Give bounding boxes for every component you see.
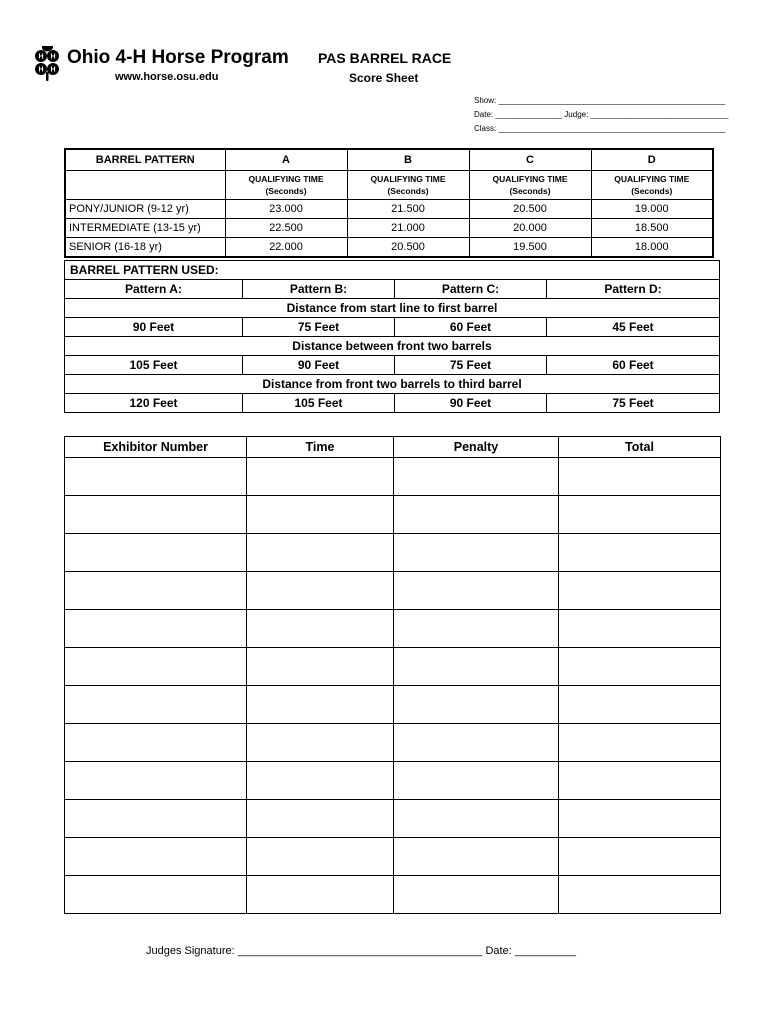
page-title: PAS BARREL RACE — [318, 50, 452, 66]
column-header-b: B — [347, 149, 469, 171]
total-cell[interactable] — [559, 838, 721, 876]
score-header-row — [65, 437, 721, 458]
section-heading-row — [65, 337, 720, 356]
judges-signature-line[interactable]: Judges Signature: ________________________________________ Date: __________ — [146, 945, 577, 957]
penalty-cell[interactable] — [394, 572, 559, 610]
time-cell[interactable] — [247, 724, 394, 762]
pattern-names-row — [65, 280, 720, 299]
qualifying-time-label: QUALIFYING TIME — [370, 174, 446, 184]
distance-row — [65, 318, 720, 337]
distance-cell: 45 Feet — [547, 318, 720, 337]
show-field[interactable]: Show: ___________________________________________________ — [474, 96, 726, 105]
total-cell[interactable] — [559, 648, 721, 686]
distance-row — [65, 394, 720, 413]
time-cell[interactable] — [247, 876, 394, 914]
pattern-used-label: BARREL PATTERN USED: — [65, 261, 720, 280]
table-row — [65, 686, 721, 724]
division-label: PONY/JUNIOR (9-12 yr) — [65, 200, 225, 219]
penalty-cell[interactable] — [394, 686, 559, 724]
pattern-used-row — [65, 261, 720, 280]
section-heading-row — [65, 375, 720, 394]
table-row — [65, 200, 713, 219]
time-cell: 22.000 — [225, 238, 347, 258]
score-table — [64, 436, 721, 914]
table-row — [65, 648, 721, 686]
penalty-header: Penalty — [394, 437, 559, 458]
distance-cell: 75 Feet — [243, 318, 395, 337]
table-row — [65, 838, 721, 876]
total-header: Total — [559, 437, 721, 458]
total-cell[interactable] — [559, 496, 721, 534]
org-url: www.horse.osu.edu — [115, 71, 219, 83]
qualifying-times-table — [64, 148, 714, 258]
total-cell[interactable] — [559, 534, 721, 572]
exhibitor-number-cell[interactable] — [65, 876, 247, 914]
time-cell[interactable] — [247, 496, 394, 534]
time-cell: 18.500 — [591, 219, 713, 238]
qualifying-time-header — [347, 171, 469, 200]
total-cell[interactable] — [559, 458, 721, 496]
time-cell[interactable] — [247, 648, 394, 686]
svg-text:H: H — [50, 66, 56, 74]
exhibitor-number-cell[interactable] — [65, 496, 247, 534]
time-cell: 21.000 — [347, 219, 469, 238]
qualifying-time-label: QUALIFYING TIME — [614, 174, 690, 184]
time-header: Time — [247, 437, 394, 458]
exhibitor-number-cell[interactable] — [65, 800, 247, 838]
pattern-d-label: Pattern D: — [547, 280, 720, 299]
time-cell: 20.500 — [469, 200, 591, 219]
exhibitor-number-cell[interactable] — [65, 458, 247, 496]
penalty-cell[interactable] — [394, 724, 559, 762]
time-cell: 21.500 — [347, 200, 469, 219]
qualifying-time-label: QUALIFYING TIME — [492, 174, 568, 184]
column-header-d: D — [591, 149, 713, 171]
org-name: Ohio 4-H Horse Program — [67, 47, 289, 68]
time-cell[interactable] — [247, 686, 394, 724]
seconds-label: (Seconds) — [387, 186, 429, 196]
qualifying-time-header — [591, 171, 713, 200]
total-cell[interactable] — [559, 610, 721, 648]
penalty-cell[interactable] — [394, 762, 559, 800]
column-header-c: C — [469, 149, 591, 171]
distance-cell: 120 Feet — [65, 394, 243, 413]
exhibitor-number-header: Exhibitor Number — [65, 437, 247, 458]
penalty-cell[interactable] — [394, 534, 559, 572]
page-subtitle: Score Sheet — [349, 71, 419, 85]
qualifying-time-header — [225, 171, 347, 200]
section-heading: Distance from start line to first barrel — [65, 299, 720, 318]
table-row — [65, 762, 721, 800]
exhibitor-number-cell[interactable] — [65, 534, 247, 572]
qualifying-time-label: QUALIFYING TIME — [248, 174, 324, 184]
time-cell: 19.500 — [469, 238, 591, 258]
time-cell[interactable] — [247, 610, 394, 648]
svg-text:H: H — [38, 53, 44, 61]
distance-cell: 90 Feet — [243, 356, 395, 375]
penalty-cell[interactable] — [394, 876, 559, 914]
svg-text:H: H — [50, 53, 56, 61]
seconds-label: (Seconds) — [509, 186, 551, 196]
distance-cell: 105 Feet — [243, 394, 395, 413]
pattern-c-label: Pattern C: — [395, 280, 547, 299]
table-row — [65, 800, 721, 838]
table-row — [65, 724, 721, 762]
penalty-cell[interactable] — [394, 496, 559, 534]
qualifying-time-header — [469, 171, 591, 200]
exhibitor-number-cell[interactable] — [65, 686, 247, 724]
time-cell[interactable] — [247, 762, 394, 800]
total-cell[interactable] — [559, 686, 721, 724]
exhibitor-number-cell[interactable] — [65, 762, 247, 800]
empty-cell — [65, 171, 225, 200]
time-cell[interactable] — [247, 458, 394, 496]
penalty-cell[interactable] — [394, 838, 559, 876]
table-subheader-row — [65, 171, 713, 200]
total-cell[interactable] — [559, 724, 721, 762]
penalty-cell[interactable] — [394, 458, 559, 496]
svg-text:H: H — [38, 66, 44, 74]
time-cell: 19.000 — [591, 200, 713, 219]
exhibitor-number-cell[interactable] — [65, 610, 247, 648]
total-cell[interactable] — [559, 572, 721, 610]
table-row — [65, 238, 713, 258]
four-leaf-clover-icon — [30, 46, 64, 82]
distance-cell: 75 Feet — [395, 356, 547, 375]
time-cell[interactable] — [247, 838, 394, 876]
penalty-cell[interactable] — [394, 800, 559, 838]
distance-row — [65, 356, 720, 375]
division-label: SENIOR (16-18 yr) — [65, 238, 225, 258]
barrel-pattern-table — [64, 260, 720, 413]
time-cell: 18.000 — [591, 238, 713, 258]
distance-cell: 60 Feet — [395, 318, 547, 337]
time-cell: 22.500 — [225, 219, 347, 238]
distance-cell: 105 Feet — [65, 356, 243, 375]
penalty-cell[interactable] — [394, 648, 559, 686]
exhibitor-number-cell[interactable] — [65, 724, 247, 762]
table-row — [65, 572, 721, 610]
seconds-label: (Seconds) — [631, 186, 673, 196]
distance-cell: 90 Feet — [395, 394, 547, 413]
exhibitor-number-cell[interactable] — [65, 648, 247, 686]
penalty-cell[interactable] — [394, 610, 559, 648]
barrel-pattern-header: BARREL PATTERN — [65, 149, 225, 171]
total-cell[interactable] — [559, 800, 721, 838]
division-label: INTERMEDIATE (13-15 yr) — [65, 219, 225, 238]
column-header-a: A — [225, 149, 347, 171]
exhibitor-number-cell[interactable] — [65, 838, 247, 876]
table-row — [65, 876, 721, 914]
time-cell[interactable] — [247, 572, 394, 610]
time-cell: 20.000 — [469, 219, 591, 238]
section-heading-row — [65, 299, 720, 318]
section-heading: Distance from front two barrels to third barrel — [65, 375, 720, 394]
table-row — [65, 458, 721, 496]
exhibitor-number-cell[interactable] — [65, 572, 247, 610]
total-cell[interactable] — [559, 876, 721, 914]
distance-cell: 90 Feet — [65, 318, 243, 337]
distance-cell: 75 Feet — [547, 394, 720, 413]
table-row — [65, 496, 721, 534]
pattern-b-label: Pattern B: — [243, 280, 395, 299]
time-cell[interactable] — [247, 800, 394, 838]
section-heading: Distance between front two barrels — [65, 337, 720, 356]
distance-cell: 60 Feet — [547, 356, 720, 375]
total-cell[interactable] — [559, 762, 721, 800]
table-row — [65, 610, 721, 648]
table-row — [65, 219, 713, 238]
seconds-label: (Seconds) — [265, 186, 307, 196]
time-cell: 20.500 — [347, 238, 469, 258]
time-cell: 23.000 — [225, 200, 347, 219]
pattern-a-label: Pattern A: — [65, 280, 243, 299]
table-header-row — [65, 149, 713, 171]
date-judge-field[interactable]: Date: _______________ Judge: _______________________________ — [474, 110, 729, 119]
table-row — [65, 534, 721, 572]
class-field[interactable]: Class: ___________________________________________________ — [474, 124, 726, 133]
time-cell[interactable] — [247, 534, 394, 572]
